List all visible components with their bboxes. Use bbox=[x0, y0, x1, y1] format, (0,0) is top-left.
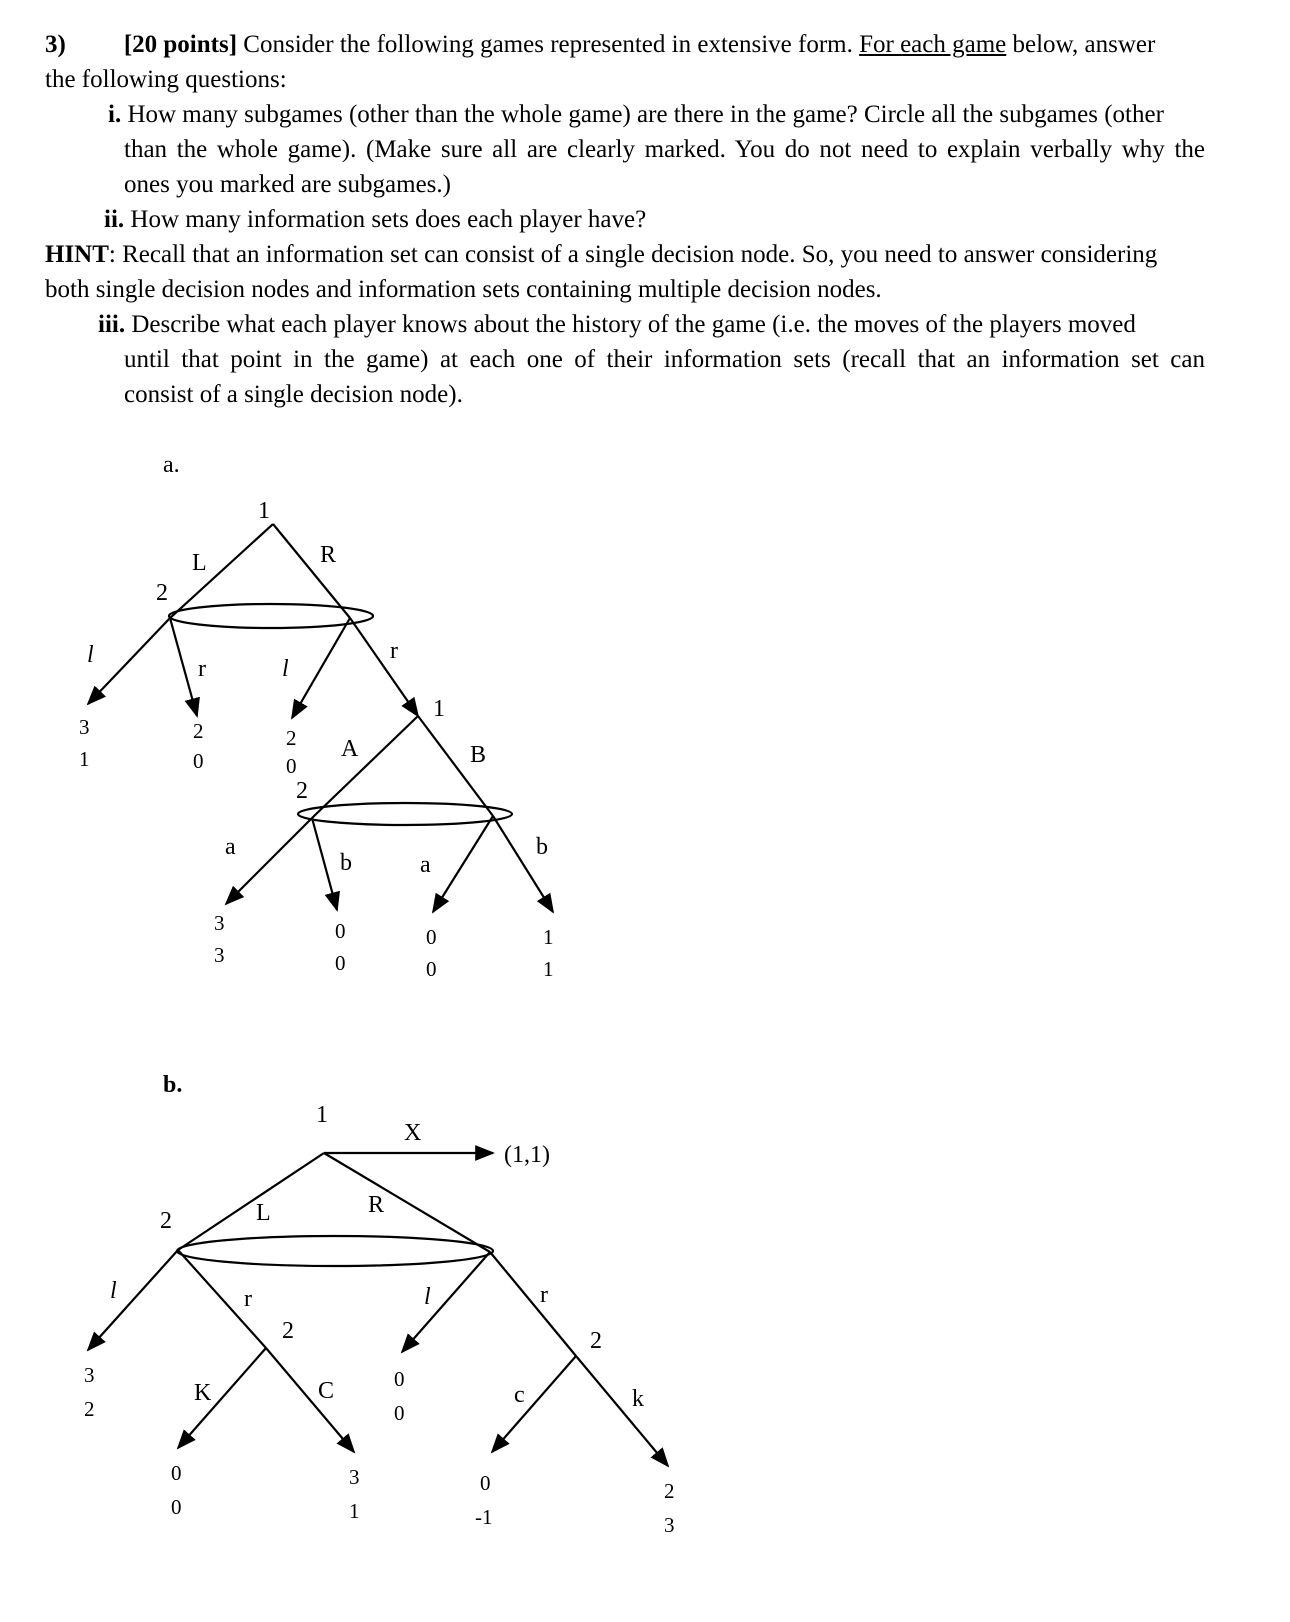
game-b-branch-r-right bbox=[490, 1252, 576, 1356]
q2-number: ii. bbox=[104, 206, 125, 233]
question-intro-end: below, answer bbox=[1006, 31, 1156, 58]
game-a-move-a-right: a bbox=[420, 852, 431, 878]
game-a-move-r-right: r bbox=[390, 638, 398, 664]
q1-line-2: than the whole game). (Make sure all are clearly marked. You do not need to explain verbally why the bbox=[124, 136, 1205, 163]
game-b-player-2-second-left: 2 bbox=[282, 1318, 294, 1344]
game-a-move-l-right: l bbox=[282, 656, 289, 682]
game-b-payoff-k-2: 3 bbox=[664, 1513, 675, 1537]
game-b-move-L: L bbox=[256, 1200, 271, 1226]
game-a-move-L: L bbox=[192, 550, 207, 576]
q3-line-3: consist of a single decision node). bbox=[124, 381, 463, 408]
game-a-payoff-Bb-1: 1 bbox=[543, 925, 554, 949]
game-b-branch-c bbox=[492, 1356, 576, 1452]
game-a-move-a-left: a bbox=[225, 834, 236, 860]
game-a-player-2-second: 2 bbox=[296, 778, 308, 804]
question-intro-underlined: For each game bbox=[859, 31, 1007, 58]
game-a-move-B: B bbox=[470, 742, 487, 768]
game-a-payoff-lr-2: 0 bbox=[193, 749, 204, 773]
game-a-branch-r-left bbox=[170, 618, 197, 716]
game-b-player-2: 2 bbox=[160, 1208, 172, 1234]
game-a-payoff-Ab-1: 0 bbox=[335, 919, 346, 943]
game-b-branch-C bbox=[266, 1348, 354, 1452]
game-b-move-R: R bbox=[368, 1192, 385, 1218]
game-a-payoff-Aa-2: 3 bbox=[214, 943, 225, 967]
game-a-payoff-rl-2: 0 bbox=[286, 754, 297, 778]
question-intro: Consider the following games represented in extensive form. bbox=[237, 31, 860, 58]
game-a-payoff-rl-1: 2 bbox=[286, 726, 297, 750]
game-b-payoff-ll-1: 3 bbox=[84, 1363, 95, 1387]
game-b-payoff-K-1: 0 bbox=[171, 1461, 182, 1485]
game-a-branch-l-right bbox=[292, 618, 350, 718]
game-a-player-2: 2 bbox=[156, 580, 168, 606]
game-a-branch-r-right bbox=[350, 618, 418, 716]
q1-text-1: How many subgames (other than the whole game) are there in the game? Circle all the subgames (other bbox=[121, 101, 1164, 128]
q1-line-3: ones you marked are subgames.) bbox=[124, 171, 451, 198]
game-a-payoff-ll-1: 3 bbox=[79, 715, 90, 739]
q3-text-1: Describe what each player knows about the history of the game (i.e. the moves of the players moved bbox=[125, 311, 1136, 338]
game-b-move-C: C bbox=[318, 1378, 335, 1404]
game-b-payoff-C-2: 1 bbox=[349, 1499, 360, 1523]
game-b-branch-l-right bbox=[402, 1252, 490, 1352]
game-a-payoff-ll-2: 1 bbox=[79, 747, 90, 771]
game-b-payoff-Rl-1: 0 bbox=[394, 1367, 405, 1391]
game-b-payoff-k-1: 2 bbox=[664, 1479, 675, 1503]
game-a-branch-l-left bbox=[88, 618, 170, 704]
game-b-branch-k bbox=[576, 1356, 668, 1466]
game-b-branch-l-left bbox=[88, 1250, 178, 1350]
question-line-2: the following questions: bbox=[45, 66, 287, 93]
game-a-payoff-Ab-2: 0 bbox=[335, 951, 346, 975]
game-b-move-r-left: r bbox=[244, 1286, 252, 1312]
q3-line-2: until that point in the game) at each one of their information sets (recall that an information set can bbox=[124, 346, 1205, 373]
q2-text: How many information sets does each player have? bbox=[124, 206, 647, 233]
game-a-info-set-2 bbox=[169, 604, 373, 628]
game-b-move-k: k bbox=[632, 1386, 644, 1412]
game-b-move-l-left: l bbox=[110, 1278, 117, 1304]
game-a-move-b-right: b bbox=[536, 834, 548, 860]
hint-label: HINT bbox=[45, 241, 109, 268]
game-b-payoff-Rl-2: 0 bbox=[394, 1401, 405, 1425]
game-a-payoff-Bb-2: 1 bbox=[543, 957, 554, 981]
game-b-payoff-X: (1,1) bbox=[504, 1142, 550, 1168]
game-b-info-set-2 bbox=[177, 1236, 493, 1266]
game-b-move-l-right: l bbox=[424, 1284, 431, 1310]
game-b-payoff-c-2: -1 bbox=[475, 1505, 493, 1529]
game-a-label: a. bbox=[163, 452, 180, 478]
game-a-player-1-second: 1 bbox=[433, 696, 445, 722]
game-b-move-X: X bbox=[404, 1120, 422, 1146]
q1-number: i. bbox=[108, 101, 122, 128]
game-b-label: b. bbox=[163, 1072, 183, 1098]
question-points: [20 points] bbox=[123, 31, 238, 58]
game-b-branch-K bbox=[178, 1348, 266, 1448]
game-a-payoff-Ba-2: 0 bbox=[426, 957, 437, 981]
game-a-move-r-left: r bbox=[198, 656, 206, 682]
q3-number: iii. bbox=[98, 311, 126, 338]
game-a-root-player: 1 bbox=[258, 498, 270, 524]
hint-line-2: both single decision nodes and information sets containing multiple decision nodes. bbox=[45, 276, 882, 303]
game-a-move-R: R bbox=[320, 542, 337, 568]
game-a-payoff-Ba-1: 0 bbox=[426, 925, 437, 949]
game-b-player-2-second-right: 2 bbox=[590, 1328, 602, 1354]
game-a-info-set-2-second bbox=[298, 803, 512, 825]
hint-text-1: : Recall that an information set can consist of a single decision node. So, you need to answer considering bbox=[108, 241, 1158, 268]
game-a-branch-b-right bbox=[493, 816, 553, 912]
game-a-move-l-left: l bbox=[87, 642, 94, 668]
game-a-branch-b-left bbox=[312, 818, 337, 910]
game-a-move-b-left: b bbox=[340, 850, 352, 876]
game-b-payoff-C-1: 3 bbox=[349, 1465, 360, 1489]
game-b-move-K: K bbox=[194, 1380, 212, 1406]
game-a-payoff-Aa-1: 3 bbox=[214, 911, 225, 935]
game-b-payoff-ll-2: 2 bbox=[84, 1397, 95, 1421]
question-number: 3) bbox=[45, 31, 66, 58]
game-b-root-player: 1 bbox=[316, 1102, 328, 1128]
game-a-payoff-lr-1: 2 bbox=[193, 719, 204, 743]
game-a-branch-a-right bbox=[433, 816, 493, 912]
game-b-move-c: c bbox=[514, 1382, 525, 1408]
game-b-payoff-c-1: 0 bbox=[480, 1471, 491, 1495]
game-a-move-A: A bbox=[341, 736, 359, 762]
game-b-payoff-K-2: 0 bbox=[171, 1495, 182, 1519]
game-a-branch-a-left bbox=[226, 818, 312, 904]
game-b-move-r-right: r bbox=[540, 1282, 548, 1308]
